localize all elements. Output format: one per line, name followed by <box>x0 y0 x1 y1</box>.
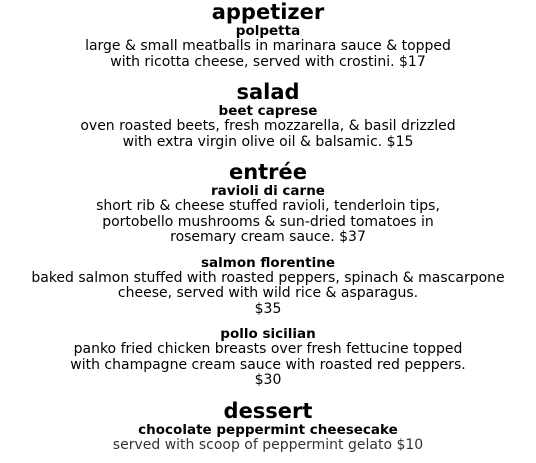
dish-description <box>0 39 536 70</box>
description-line: large & small meatballs in marinara sauce & topped <box>85 38 451 54</box>
dish-description <box>0 119 536 150</box>
description-line: with champagne cream sauce with roasted red peppers. <box>70 356 466 373</box>
description-line: baked salmon stuffed with roasted peppers, spinach & mascarpone <box>31 269 505 286</box>
description-line: cheese, served with wild rice & asparagus. <box>117 285 419 301</box>
dish-description <box>0 271 536 318</box>
description-line: with ricotta cheese, served with crostini. $17 <box>110 53 426 70</box>
description-line: portobello mushrooms & sun-dried tomatoes in <box>102 213 434 230</box>
section-dessert <box>0 399 536 454</box>
dish-name: polpetta <box>235 23 301 39</box>
description-line: $35 <box>254 300 282 317</box>
dish-chocolate-peppermint-cheesecake <box>0 423 536 454</box>
description-line: oven roasted beets, fresh mozzarella, & basil drizzled <box>80 118 456 134</box>
dish-description <box>0 342 536 389</box>
description-line: short rib & cheese stuffed ravioli, tenderloin tips, <box>96 198 440 214</box>
section-title: salad <box>236 80 300 104</box>
dish-name: ravioli di carne <box>211 183 325 199</box>
section-title: dessert <box>223 398 313 423</box>
description-line: with extra virgin olive oil & balsamic. $15 <box>122 133 414 150</box>
description-line: panko fried chicken breasts over fresh fettucine topped <box>73 341 463 357</box>
description-line: $30 <box>254 372 282 388</box>
dish-beet-caprese <box>0 104 536 150</box>
section-entree <box>0 160 536 389</box>
description-line: rosemary cream sauce. $37 <box>170 229 366 245</box>
section-salad <box>0 80 536 150</box>
dish-name: beet caprese <box>218 103 318 119</box>
dish-description <box>0 438 536 454</box>
dish-description <box>0 199 536 246</box>
dish-name: salmon florentine <box>201 254 335 271</box>
dish-ravioli-di-carne <box>0 184 536 246</box>
dish-pollo-sicilian <box>0 327 536 389</box>
dish-salmon-florentine <box>0 256 536 318</box>
dish-name: pollo sicilian <box>220 326 316 342</box>
dish-name: chocolate peppermint cheesecake <box>138 421 398 438</box>
description-line: served with scoop of peppermint gelato $10 <box>112 436 424 453</box>
section-title: entrée <box>228 160 308 184</box>
section-title: appetizer <box>211 0 325 24</box>
dish-polpetta <box>0 24 536 70</box>
section-appetizer <box>0 0 536 70</box>
